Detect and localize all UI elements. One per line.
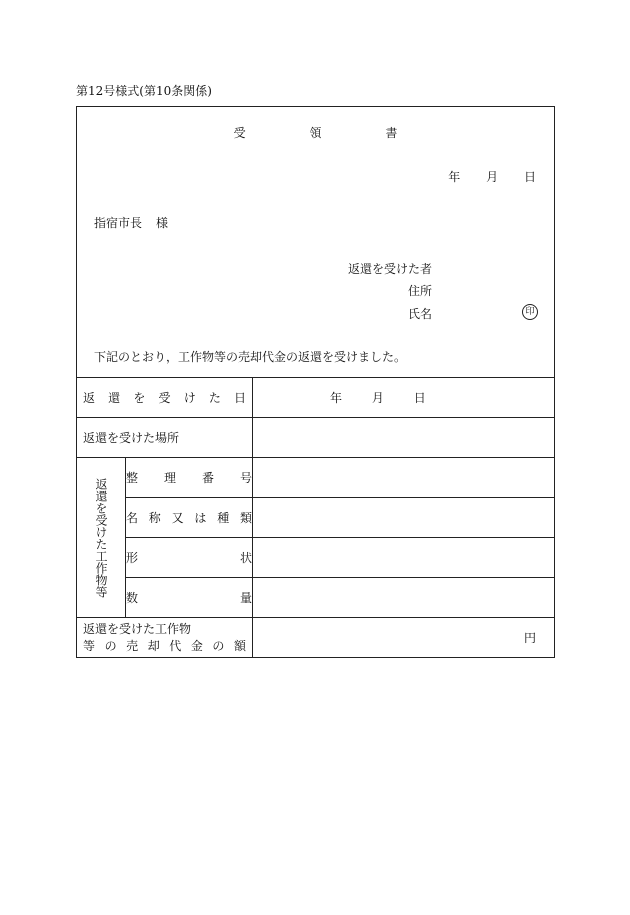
label-char: 類 xyxy=(239,511,252,525)
label-char: 号 xyxy=(240,471,253,485)
label-char: 還 xyxy=(108,391,121,405)
return-date-year: 年 xyxy=(330,391,343,405)
seal-mark: 印 xyxy=(522,304,538,320)
label-char: 代 xyxy=(169,638,182,653)
table-row xyxy=(77,418,555,458)
label-char: 理 xyxy=(164,471,177,485)
label-char: 却 xyxy=(147,638,160,653)
name-or-type-label xyxy=(126,498,253,538)
table-row xyxy=(77,378,555,418)
label-char: 称 xyxy=(148,511,161,525)
table-row xyxy=(77,498,555,538)
amount-label-line1: 返還を受けた工作物 xyxy=(83,621,192,636)
amount-field[interactable] xyxy=(253,618,555,658)
return-date-field[interactable] xyxy=(253,378,555,418)
address-label: 住所 xyxy=(407,284,432,298)
recipient xyxy=(94,214,168,231)
label-char: を xyxy=(133,391,146,405)
date-month: 月 xyxy=(486,170,499,184)
return-place-label-text: 返還を受けた場所 xyxy=(83,431,180,445)
return-date-label xyxy=(77,378,253,418)
quantity-label xyxy=(126,578,253,618)
label-char: の xyxy=(104,638,117,653)
label-char: け xyxy=(183,391,196,405)
label-char: 金 xyxy=(190,638,203,653)
table-row xyxy=(77,458,555,498)
returner-label: 返還を受けた者 xyxy=(347,262,432,276)
title-char: 受 xyxy=(233,126,246,140)
label-char: 又 xyxy=(171,511,184,525)
details-table xyxy=(76,377,555,658)
issue-date xyxy=(448,168,536,185)
label-char: の xyxy=(212,638,225,653)
return-place-field[interactable] xyxy=(253,418,555,458)
table-row xyxy=(77,578,555,618)
label-char: 形 xyxy=(126,551,139,565)
recipient-name: 指宿市長 xyxy=(94,216,143,230)
return-date-day: 日 xyxy=(413,391,426,405)
label-char: 状 xyxy=(240,551,253,565)
label-char: 種 xyxy=(217,511,230,525)
label-char: 返 xyxy=(83,391,96,405)
recipient-honorific: 様 xyxy=(156,216,169,230)
serial-number-label xyxy=(126,458,253,498)
receipt-header-box xyxy=(76,106,555,378)
form-number: 第12号様式(第10条関係) xyxy=(76,84,212,98)
return-date-month: 月 xyxy=(371,391,384,405)
label-char: 受 xyxy=(158,391,171,405)
label-char: 番 xyxy=(202,471,215,485)
label-char: 量 xyxy=(240,591,253,605)
label-char: 数 xyxy=(126,591,139,605)
label-char: 名 xyxy=(126,511,139,525)
shape-label xyxy=(126,538,253,578)
label-char: 整 xyxy=(126,471,139,485)
title-char: 領 xyxy=(309,126,322,140)
label-char: 額 xyxy=(233,638,246,653)
label-char: 等 xyxy=(83,638,96,653)
items-group-label xyxy=(77,458,126,618)
table-row xyxy=(77,618,555,658)
amount-label-line2 xyxy=(83,638,246,655)
label-char: た xyxy=(208,391,221,405)
amount-label xyxy=(77,618,253,658)
date-day: 日 xyxy=(523,170,536,184)
table-row xyxy=(77,538,555,578)
label-char: 日 xyxy=(234,391,247,405)
name-or-type-field[interactable] xyxy=(253,498,555,538)
label-char: は xyxy=(194,511,207,525)
return-place-label xyxy=(77,418,253,458)
shape-field[interactable] xyxy=(253,538,555,578)
serial-number-field[interactable] xyxy=(253,458,555,498)
date-year: 年 xyxy=(448,170,461,184)
statement-text: 下記のとおり，工作物等の売却代金の返還を受けました。 xyxy=(94,350,407,364)
name-label: 氏名 xyxy=(407,307,432,321)
document-title xyxy=(77,124,554,141)
label-char: 売 xyxy=(126,638,139,653)
quantity-field[interactable] xyxy=(253,578,555,618)
title-char: 書 xyxy=(385,126,398,140)
yen-unit: 円 xyxy=(523,631,536,645)
items-group-label-text: 返還を受けた工作物等 xyxy=(94,477,108,598)
